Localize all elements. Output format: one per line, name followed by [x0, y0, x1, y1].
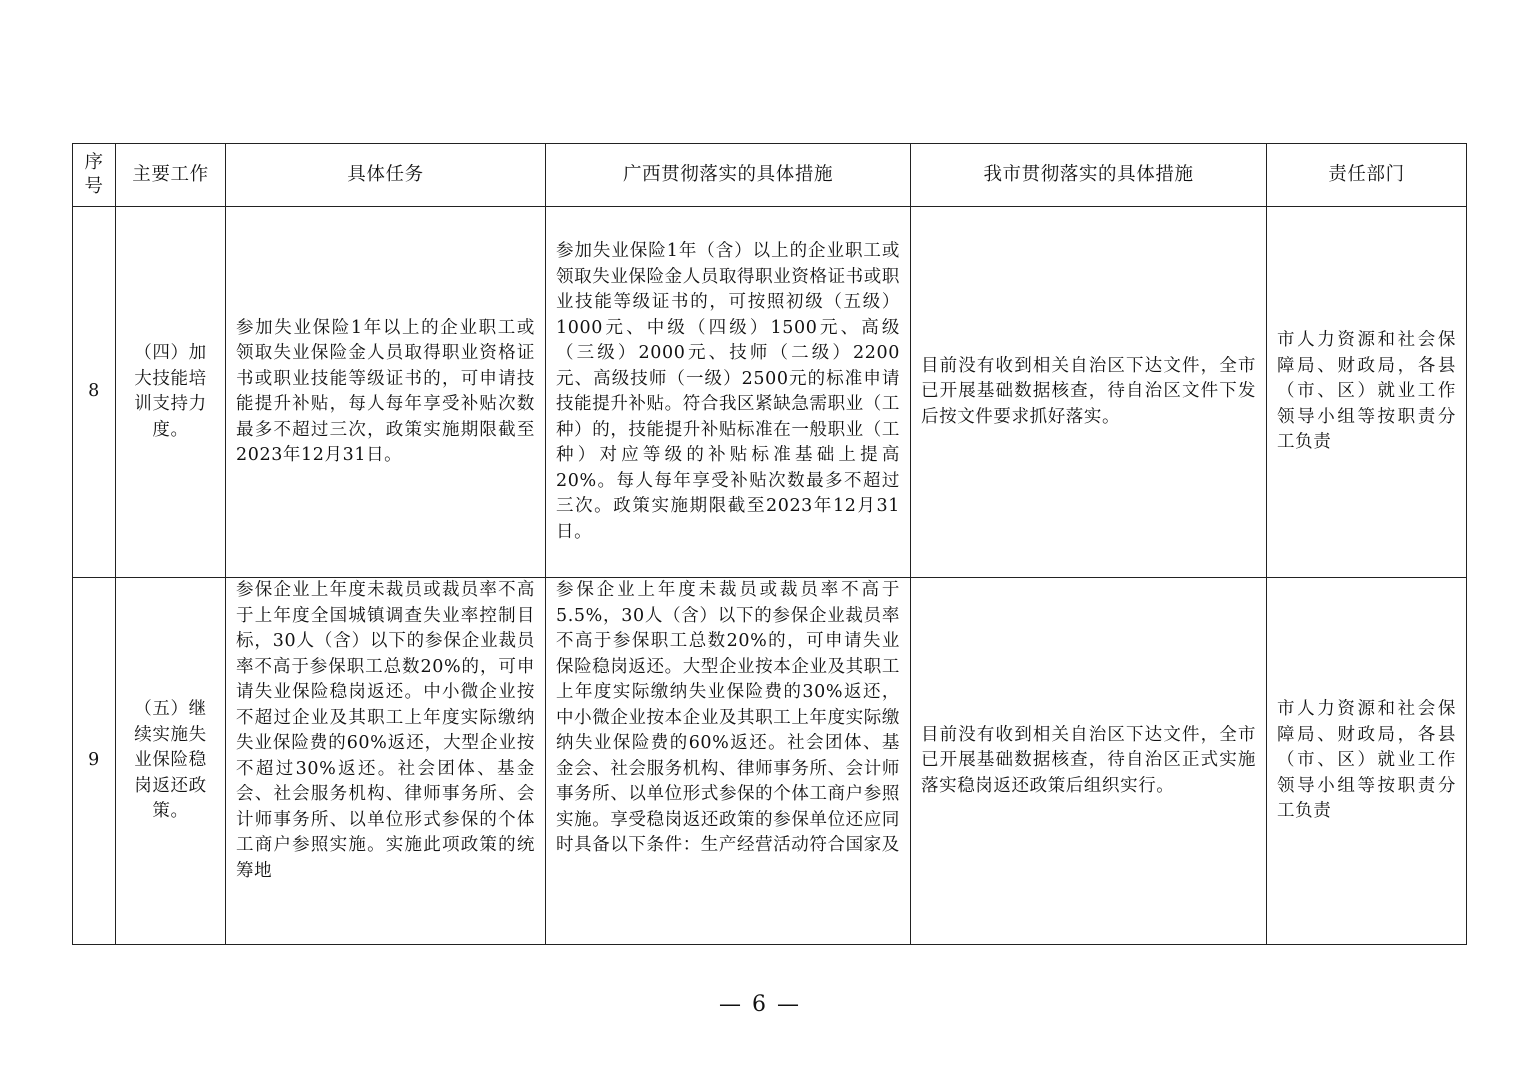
- guangxi-measures-cell: 参保企业上年度未裁员或裁员率不高于5.5%，30人（含）以下的参保企业裁员率不高于参保职工总数20%的，可申请失业保险稳岗返还。大型企业按本企业及其职工上年度实际缴纳失业保险费的30%返还，中小微企业按本企业及其职工上年度实际缴纳失业保险费的60%返还。社会团体、基金会、社会服务机构、律师事务所、会计师事务所、以单位形式参保的个体工商户参照实施。享受稳岗返还政策的参保单位还应同时具备以下条件：生产经营活动符合国家及: [546, 578, 911, 945]
- specific-task-cell: 参保企业上年度未裁员或裁员率不高于上年度全国城镇调查失业率控制目标，30人（含）以下的参保企业裁员率不高于参保职工总数20%的，可申请失业保险稳岗返还。中小微企业按不超过企业及其职工上年度实际缴纳失业保险费的60%返还，大型企业按不超过30%返还。社会团体、基金会、社会服务机构、律师事务所、会计师事务所、以单位形式参保的个体工商户参照实施。实施此项政策的统筹地: [226, 578, 546, 945]
- table-header-row: [73, 144, 1467, 207]
- header-responsible-dept: 责任部门: [1267, 144, 1467, 207]
- main-work-cell: （四）加大技能培训支持力度。: [116, 207, 226, 578]
- header-city-measures: 我市贯彻落实的具体措施: [911, 144, 1267, 207]
- policy-table: [72, 143, 1467, 945]
- row-number: 8: [73, 207, 116, 578]
- responsible-dept-cell: 市人力资源和社会保障局、财政局，各县（市、区）就业工作领导小组等按职责分工负责: [1267, 207, 1467, 578]
- header-guangxi-measures: 广西贯彻落实的具体措施: [546, 144, 911, 207]
- table-row: [73, 207, 1467, 578]
- header-main-work: 主要工作: [116, 144, 226, 207]
- table-row: [73, 578, 1467, 945]
- responsible-dept-cell: 市人力资源和社会保障局、财政局，各县（市、区）就业工作领导小组等按职责分工负责: [1267, 578, 1467, 945]
- header-seq: 序号: [73, 144, 116, 207]
- header-specific-task: 具体任务: [226, 144, 546, 207]
- city-measures-cell: 目前没有收到相关自治区下达文件，全市已开展基础数据核查，待自治区文件下发后按文件要求抓好落实。: [911, 207, 1267, 578]
- city-measures-cell: 目前没有收到相关自治区下达文件，全市已开展基础数据核查，待自治区正式实施落实稳岗返还政策后组织实行。: [911, 578, 1267, 945]
- specific-task-cell: 参加失业保险1年以上的企业职工或领取失业保险金人员取得职业资格证书或职业技能等级证书的，可申请技能提升补贴，每人每年享受补贴次数最多不超过三次，政策实施期限截至2023年12月31日。: [226, 207, 546, 578]
- main-work-cell: （五）继续实施失业保险稳岗返还政策。: [116, 578, 226, 945]
- row-number: 9: [73, 578, 116, 945]
- page-number: — 6 —: [719, 992, 801, 1017]
- guangxi-measures-cell: 参加失业保险1年（含）以上的企业职工或领取失业保险金人员取得职业资格证书或职业技能等级证书的，可按照初级（五级）1000元、中级（四级）1500元、高级（三级）2000元、技师（二级）2200元、高级技师（一级）2500元的标准申请技能提升补贴。符合我区紧缺急需职业（工种）的，技能提升补贴标准在一般职业（工种）对应等级的补贴标准基础上提高20%。每人每年享受补贴次数最多不超过三次。政策实施期限截至2023年12月31日。: [546, 207, 911, 578]
